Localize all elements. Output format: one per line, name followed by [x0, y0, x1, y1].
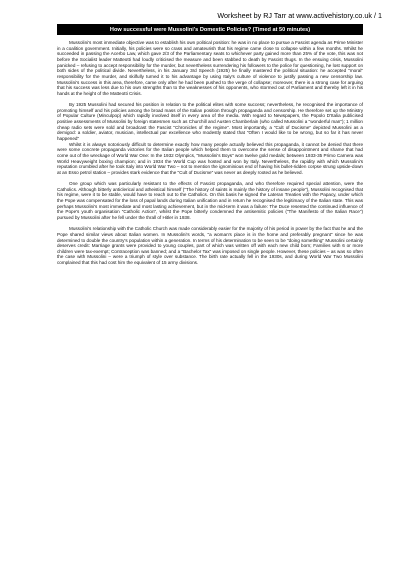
page-header [217, 11, 382, 20]
header-link[interactable]: www.activehistory.co.uk [296, 11, 372, 20]
worksheet-title: How successful were Mussolini's Domestic Policies? (Timed at 50 minutes) [57, 24, 363, 35]
paragraph-5: Mussolini's relationship with the Catholic Church was made considerably easier for the majority of his period in power by the fact that he and the Pope shared similar views about Italian women. In Mussolini's words, "a woman's place is in the home and preferably pregnant" since he was determined to double the country's population within a generation. In terms of his determination to be seen to be "doing something" Mussolini certainly deserves credit: Marriage grants were provided to young couples, part of which was written off with each new child born; Families with 6 or more children were tax-exempt; Contraception was banned; and a "Bachelor Tax" was imposed on single people. However, these policies – as was so often the case with Mussolini – were a triumph of style over substance. The birth rate actually fell in the 1930s, and during World War Two Mussolini complained that this had cost him the equivalent of 15 army divisions. [57, 226, 363, 266]
paragraph-3: Whilst it is always notoriously difficult to determine exactly how many people actually believed this propaganda, it cannot be denied that there were some concrete propaganda victories for the Italian people which helped them to overcome the sense of disappointment and shame that had come out of the wreckage of World War One: In the 1932 Olympics, "Mussolini's Boys" won twelve gold medals; between 1933-35 Primo Carnera was World Heavyweight boxing champion; and in 1934 the World Cup was hosted and won by Italy. Nevertheless, the rapidity with which Mussolini's reputation crumbled after he took Italy into World War Two – not to mention the ignominious end of having his bullet-ridden corpse strung upside-down at an Esso petrol station – provides stark evidence that the "Cult of Ducisme" was never as deeply rooted as he believed. [57, 141, 363, 175]
paragraph-2: By 1925 Mussolini had secured his position in relation to the political elites with some success; nevertheless, he recognised the importance of promoting himself and his policies among the broad mass of the Italian position through propaganda and censorship. He therefore set up the Ministry of Popular Culture (Minculpop) which rapidly involved itself in every area of the media. With regard to Newspapers, the Popolo D'Italia publicised positive assessments of Mussolini by foreign statesmen such as Churchill and Austen Chamberlain (who called Mussolini a "wonderful man"); 1 million cheap radio sets were sold and broadcast the Fascist "Chronicles of the regime". Most importantly, a "Cult of Ducisme" depicted Mussolini as a demigod: a soldier, aviator, musician, intellectual par excellence who modestly stated that "Often I would like to be wrong, but so far it has never happened" [57, 102, 363, 141]
paragraph-1-text: Mussolini's most immediate objective was to establish his own political position: he was in no place to pursue a Fascist agenda as Prime Minister in a coalition government. Initially, his policies were so crass and amateurish that his regime came close to collapse within a few months. Whilst he succeeded in passing the Acerbo Law, which gave 2/3 of the Parliamentary seats to whichever party gained more than 25% of the vote, this was not before the Socialist leader Matteotti had loudly criticised the measure and been stabbed to death by Fascist thugs. In the ensuing crisis, Mussolini panicked – refusing to accept responsibility for the murder, but nevertheless surrendering his followers to the police for questioning, he lost support on both sides of the political divide. Nevertheless, in his January 3 [57, 40, 363, 74]
paragraph-4: One group which was particularly resistant to the effects of Fascist propaganda, and who therefore required special attention, were the Catholics. Although bitterly anticlerical and atheistical himself ("The history of saints is mainly the history of insane people"), Mussolini recognised that his regime, were it to be stable, would have to reach out to the Catholics. On this basis he signed the Lateran Treaties with the Papacy, under which the Pope was compensated for the loss of papal lands during Italian unification and in return he recognised the legitimacy of the Italian state. This was perhaps Mussolini's most immediate and most lasting achievement, but in the mid-term it was a failure: The Duce resented the continued influence of the Pope's youth organisation "Catholic Action", whilst the Pope bitterly condemned the antisemitic policies ("The Manifesto of the Italian Race") pursued by Mussolini after he fell under the thrall of Hitler in 1938. [57, 181, 363, 221]
header-prefix: Worksheet by RJ Tarr at [217, 11, 297, 20]
paragraph-1 [57, 40, 363, 97]
paragraph-1-cont: rd Speech (1925) he finally mastered the political situation: he accepted "moral" responsibility for the murder, and skilfully turned it to his advantage by using Italy's culture of violence to justify passing a new censorship law. Mussolini's success in this area, therefore, came only after he had been pushed to the verge of collapse; moreover, there is a strong case for arguing that his success was less due to his own strengths than to the weaknesses of his opponents, who stormed out of Parliament and thereby left it in his hands at the height of the Matteotti Crisis. [57, 68, 363, 96]
header-suffix: / 1 [372, 11, 382, 20]
worksheet-body [57, 40, 363, 266]
